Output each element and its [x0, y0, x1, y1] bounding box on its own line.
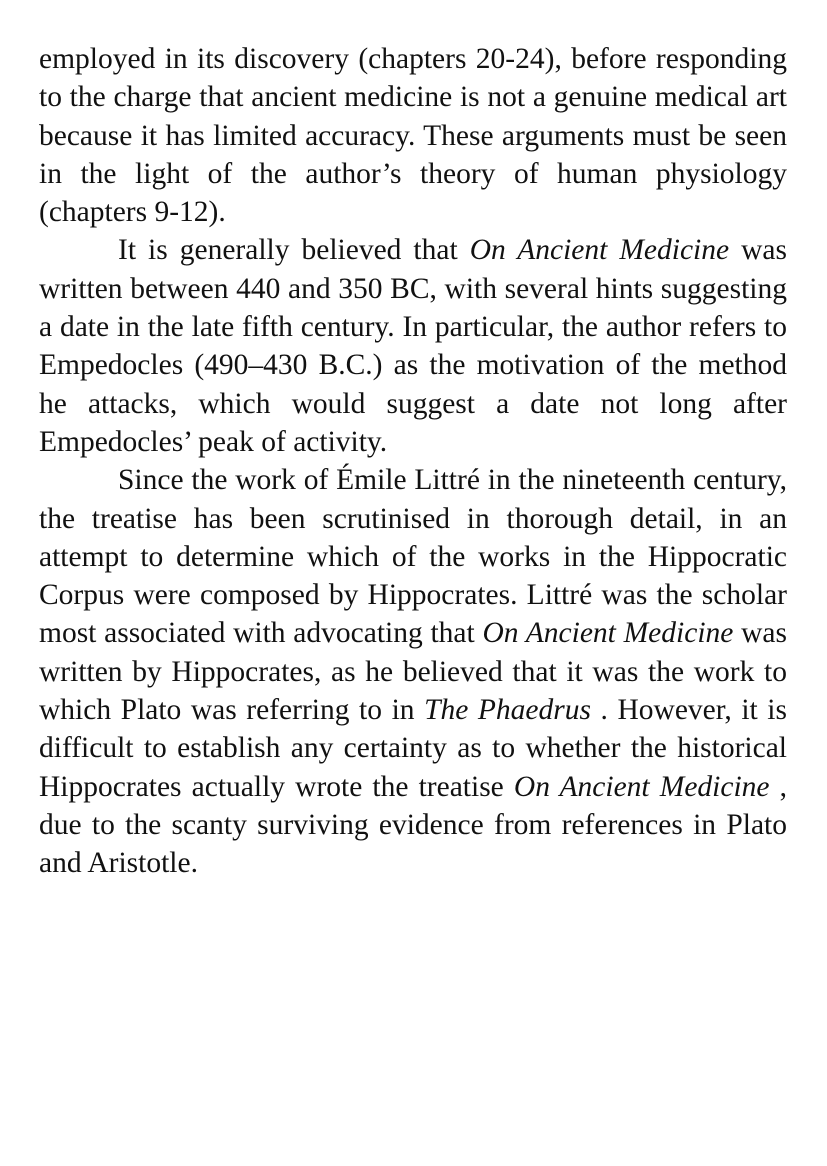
paragraph-3-text-a: Since the work of Émile Littré in the nineteenth century, the treatise has been scrutinised in thorough detail, in an attempt to determine which of the works in the Hippocratic Corpus were composed by Hippocrates. Littré was the scholar most associated with advocating that	[39, 464, 787, 650]
paragraph-3-text-c: . However, it is difficult to establish any certainty as to whether the historical Hippocrates actually wrote the treatise	[39, 694, 787, 803]
paragraph-3-title-italic-1: On Ancient Medicine	[482, 617, 734, 650]
paragraph-3-text-b: was written by Hippocrates, as he believed that it was the work to which Plato was referring to in	[39, 617, 787, 727]
paragraph-2	[39, 231, 787, 461]
paragraph-3-title-italic-3: On Ancient Medicine	[513, 770, 770, 803]
paragraph-3-text-d: , due to the scanty surviving evidence from references in Plato and Aristotle.	[39, 770, 787, 880]
paragraph-2-title-italic: On Ancient Medicine	[469, 234, 730, 267]
paragraph-3	[39, 461, 787, 882]
document-page	[39, 40, 787, 883]
paragraph-1	[39, 40, 787, 231]
paragraph-2-text-a: It is generally believed that	[118, 234, 470, 267]
paragraph-1-text: employed in its discovery (chapters 20-24), before responding to the charge that ancient medicine is not a genuine medical art because it has limited accuracy. These arguments must be seen in the light of the author’s theory of human physiology (chapters 9-12).	[39, 43, 787, 229]
paragraph-3-title-italic-2: The Phaedrus	[424, 694, 591, 727]
paragraph-2-text-b: was written between 440 and 350 BC, with several hints suggesting a date in the late fifth century. In particular, the author refers to Empedocles (490–430 B.C.) as the motivation of the method he attacks, which would suggest a date not long after Empedocles’ peak of activity.	[39, 234, 787, 458]
